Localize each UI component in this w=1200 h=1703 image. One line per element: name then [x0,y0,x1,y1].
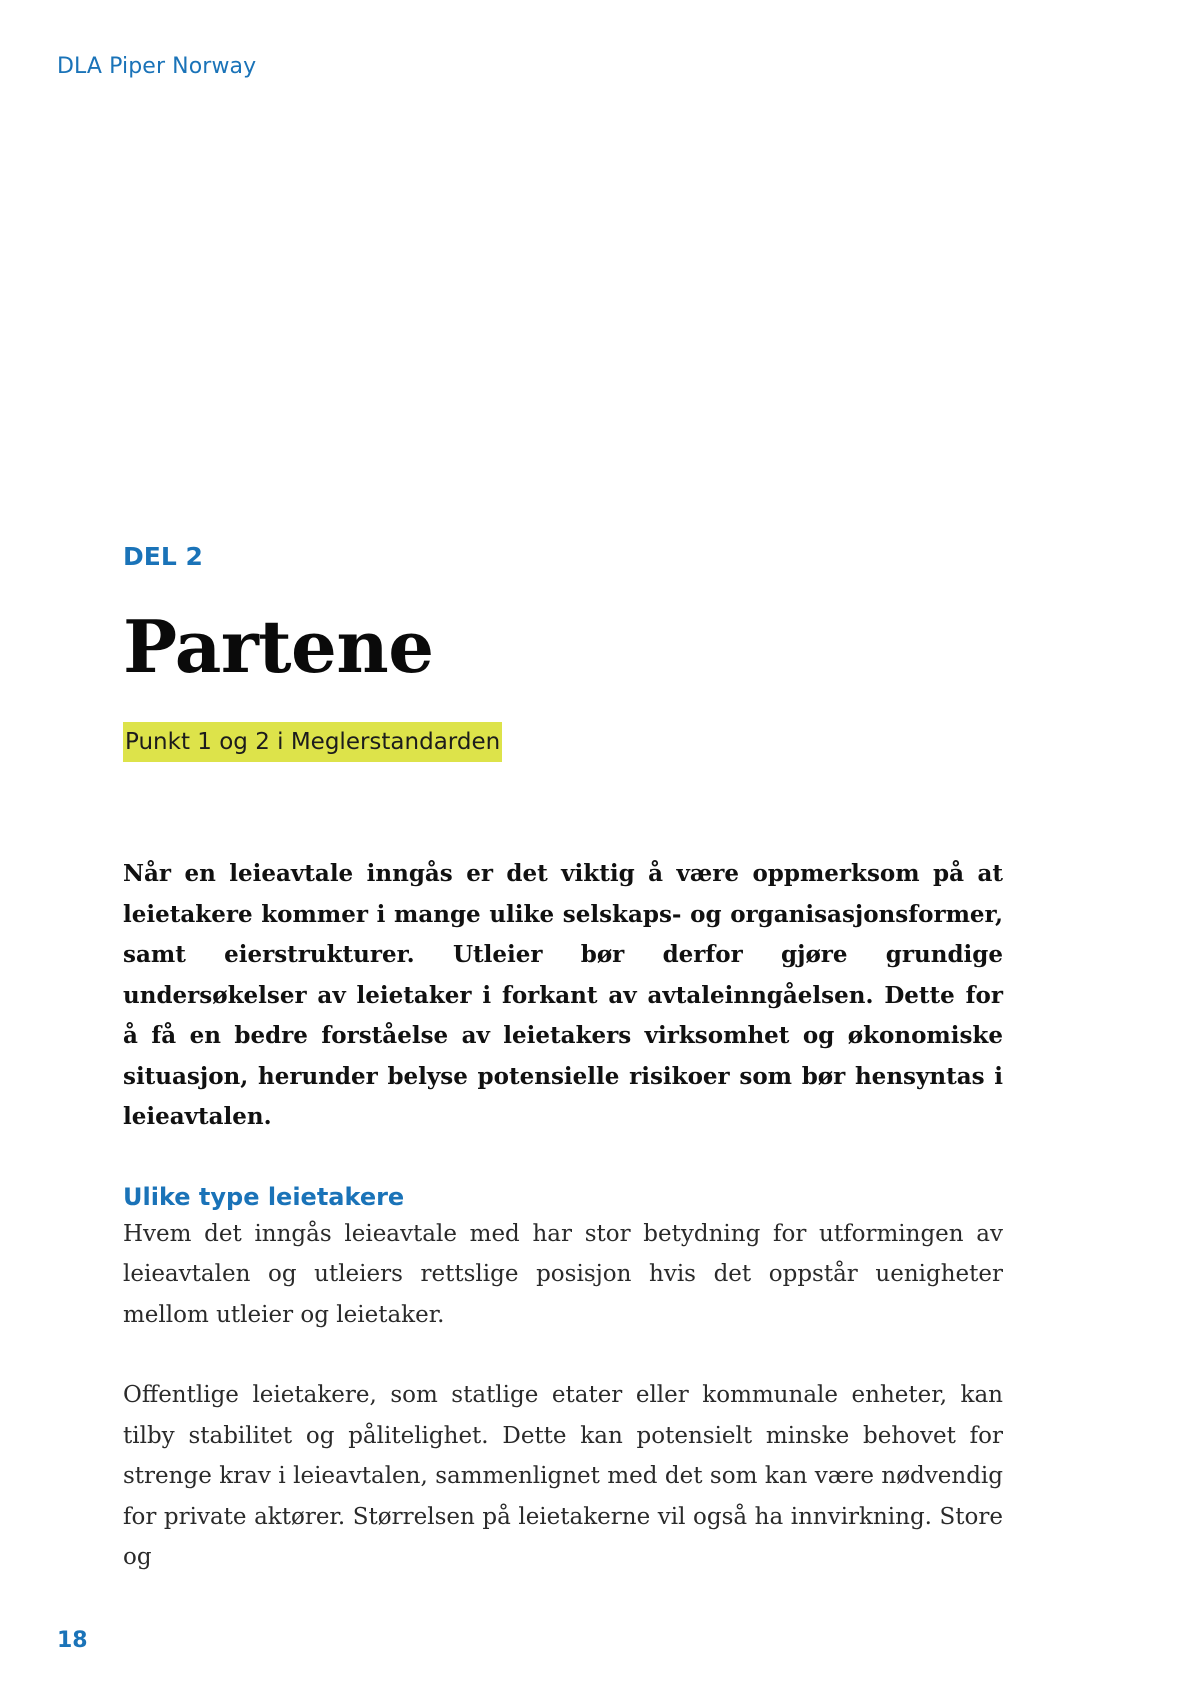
tag-wrapper [123,722,1003,762]
subsection-heading: Ulike type leietakere [123,1182,405,1211]
page-number: 18 [57,1628,88,1653]
main-content [123,540,1003,1578]
lead-paragraph: Når en leieavtale inngås er det viktig å være oppmerksom på at leietakere kommer i mange ulike selskaps- og organisasjonsformer, samt eierstrukturer. Utleier bør derfor gjøre grundige undersøkelser av leietaker i forkant av avtaleinngåelsen. Dette for å få en bedre forståelse av leietakers virksomhet og økonomiske situasjon, herunder belyse potensielle risikoer som bør hensyntas i leieavtalen. [123,860,1003,1130]
section-label: DEL 2 [123,542,203,571]
running-header: DLA Piper Norway [57,54,257,79]
body-paragraph: Hvem det inngås leieavtale med har stor betydning for utformingen av leieavtalen og utleiers rettslige posisjon hvis det oppstår uenigheter mellom utleier og leietaker. [123,1220,1003,1328]
highlight-tag: Punkt 1 og 2 i Meglerstandarden [123,722,502,762]
body-paragraph: Offentlige leietakere, som statlige etater eller kommunale enheter, kan tilby stabilitet og pålitelighet. Dette kan potensielt minske behovet for strenge krav i leieavtalen, sammenlignet med det som kan være nødvendig for private aktører. Størrelsen på leietakerne vil også ha innvirkning. Store og [123,1382,1003,1570]
page-title: Partene [123,604,434,689]
